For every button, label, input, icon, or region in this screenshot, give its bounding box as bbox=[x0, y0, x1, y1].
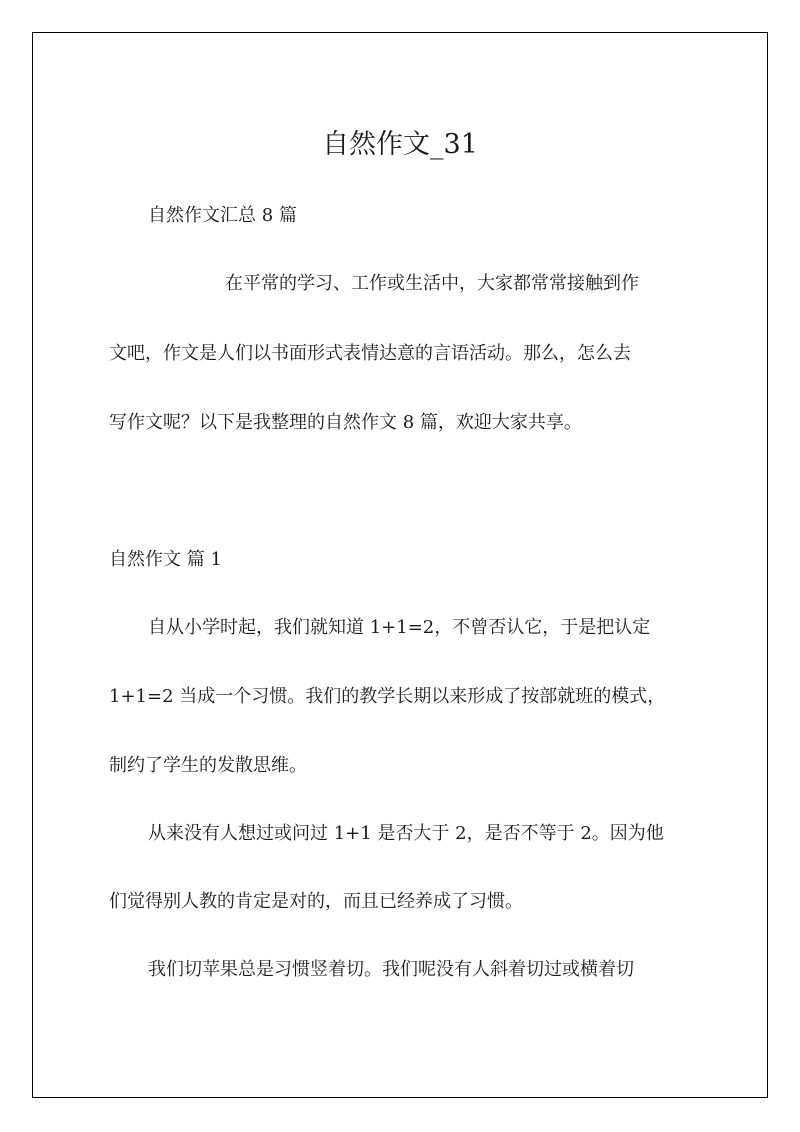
paragraph-1-line-2: 1+1=2 当成一个习惯。我们的教学长期以来形成了按部就班的模式， bbox=[109, 686, 666, 707]
intro-line-2: 文吧，作文是人们以书面形式表情达意的言语活动。那么，怎么去 bbox=[109, 343, 631, 364]
paragraph-1-line-3: 制约了学生的发散思维。 bbox=[109, 755, 307, 776]
intro-line-1: 在平常的学习、工作或生活中，大家都常常接触到作 bbox=[225, 273, 639, 294]
paragraph-2-line-2: 们觉得别人教的肯定是对的，而且已经养成了习惯。 bbox=[109, 891, 523, 912]
document-title: 自然作文_31 bbox=[322, 129, 478, 160]
section-heading: 自然作文 篇 1 bbox=[109, 549, 222, 570]
intro-line-3: 写作文呢？以下是我整理的自然作文 8 篇，欢迎大家共享。 bbox=[109, 412, 582, 433]
paragraph-3-line-1: 我们切苹果总是习惯竖着切。我们呢没有人斜着切过或横着切 bbox=[148, 959, 634, 980]
paragraph-1-line-1: 自从小学时起，我们就知道 1+1=2，不曾否认它，于是把认定 bbox=[148, 617, 651, 638]
document-subtitle: 自然作文汇总 8 篇 bbox=[148, 205, 297, 226]
paragraph-2-line-1: 从来没有人想过或问过 1+1 是否大于 2，是否不等于 2。因为他 bbox=[148, 823, 664, 844]
